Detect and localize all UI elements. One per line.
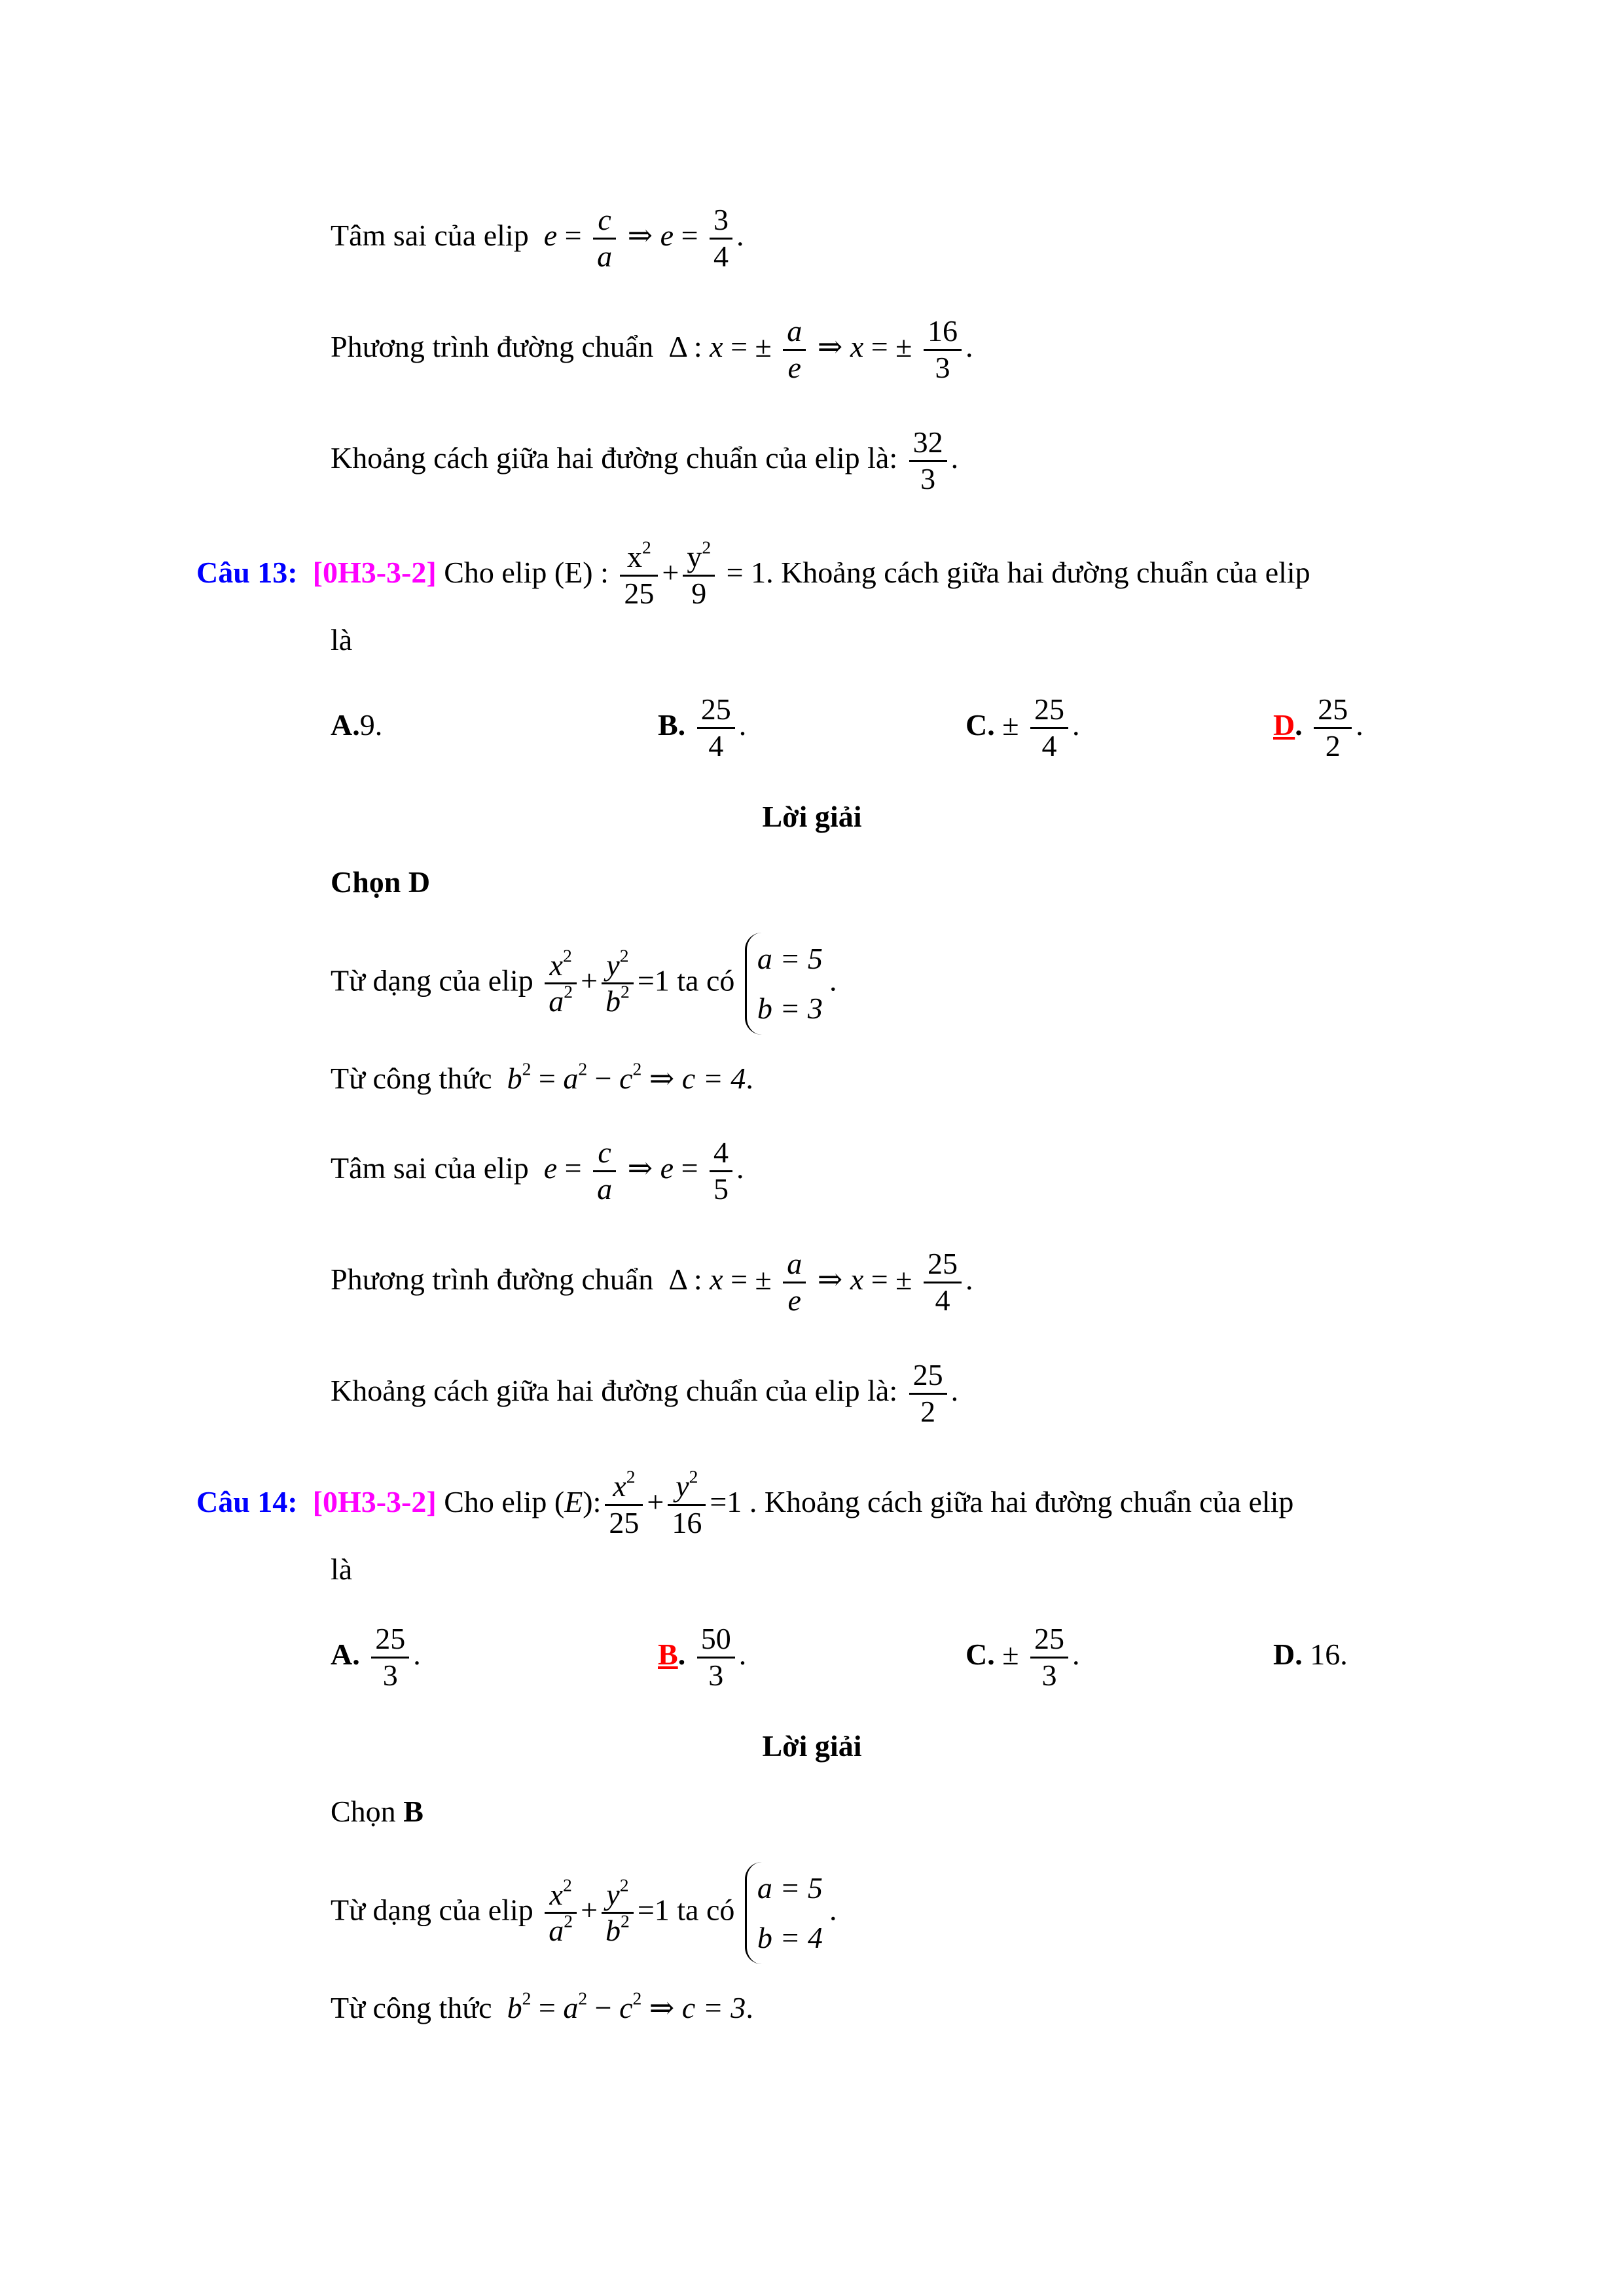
prev-dir-value: $\frac{16}{3}$ <box>924 314 962 386</box>
q14-formula-line: Từ công thức $b^2 = a^2 - c^2$ ⇒ c = 3. <box>331 1988 753 2024</box>
prev-dist-label: Khoảng cách giữa hai đường chuẩn của elip là: <box>331 440 898 475</box>
prev-dist-value: $\frac{32}{3}$ <box>909 425 947 497</box>
q13-dir-line: Phương trình đường chuẩn Δ : x = ± $\frac{a}{e}$ ⇒ x = ± $\frac{25}{4}$ . <box>331 1247 973 1317</box>
q13-option-a[interactable]: A.9. <box>331 708 383 742</box>
q13-pre: Cho elip (E) : <box>444 555 609 589</box>
q13-option-c[interactable]: C. ± $\frac{25}{4}$ . <box>965 692 1080 762</box>
q13-x-term: $\frac{x^2}{25}$ <box>620 540 658 611</box>
q13-stem: Câu 13: [0H3-3-2] Cho elip (E) : $\frac{x^2}{25}$ + $\frac{y^2}{9}$ = 1. Khoảng cách giữa hai đường chuẩn của elip <box>196 537 1310 610</box>
q14-form-line: Từ dạng của elip $\frac{x^2}{a^2}$ + $\frac{y^2}{b^2}$ =1 ta có a = 5 b = 4 . <box>331 1862 837 1964</box>
prev-ecc-value: $\frac{3}{4}$ <box>710 203 732 274</box>
prev-directrix-line: Phương trình đường chuẩn Δ : x = ± $\frac{a}{e}$ ⇒ x = ± $\frac{16}{3}$ . <box>331 314 973 384</box>
q14-option-a[interactable]: A. $\frac{25}{3}$ . <box>331 1622 421 1692</box>
q13-code: [0H3-3-2] <box>312 555 437 589</box>
q14-solution-title: Lời giải <box>762 1729 862 1763</box>
prev-eccentricity-line: Tâm sai của elip e = $\frac{c}{a}$ ⇒ e = $\frac{3}{4}$ . <box>331 203 744 273</box>
prev-dir-label: Phương trình đường chuẩn <box>331 329 654 363</box>
q13-formula-line: Từ công thức $b^2 = a^2 - c^2$ ⇒ c = 4. <box>331 1058 753 1095</box>
q14-system: a = 5 b = 4 <box>745 1862 827 1964</box>
q13-label: Câu 13: <box>196 555 298 589</box>
prev-ecc-label: Tâm sai của elip <box>331 218 529 252</box>
q14-label: Câu 14: <box>196 1484 298 1518</box>
q14-option-d[interactable]: D. 16. <box>1273 1638 1348 1671</box>
q13-system: a = 5 b = 3 <box>745 933 827 1035</box>
q13-form-line: Từ dạng của elip $\frac{x^2}{a^2}$ + $\frac{y^2}{b^2}$ =1 ta có a = 5 b = 3 . <box>331 933 837 1035</box>
q14-option-b-correct[interactable]: B. $\frac{50}{3}$ . <box>658 1622 747 1692</box>
c-over-a-fraction: $\frac{c}{a}$ <box>593 203 616 274</box>
q14-choose: Chọn B <box>331 1795 424 1828</box>
q13-stem-cont: là <box>331 623 353 656</box>
prev-distance-line: Khoảng cách giữa hai đường chuẩn của elip là: $\frac{32}{3}$ . <box>331 425 959 495</box>
q13-choose: Chọn D <box>331 865 431 899</box>
q13-dist-line: Khoảng cách giữa hai đường chuẩn của elip là: $\frac{25}{2}$ . <box>331 1358 959 1428</box>
q13-solution-title: Lời giải <box>762 800 862 833</box>
q14-option-c[interactable]: C. ± $\frac{25}{3}$ . <box>965 1622 1080 1692</box>
q13-ecc-line: Tâm sai của elip e = $\frac{c}{a}$ ⇒ e = $\frac{4}{5}$ . <box>331 1136 744 1206</box>
q14-stem: Câu 14: [0H3-3-2] Cho elip (E): $\frac{x^2}{25}$ + $\frac{y^2}{16}$ =1 . Khoảng cách giữa hai đường chuẩn của elip <box>196 1466 1294 1539</box>
a-over-e-fraction: $\frac{a}{e}$ <box>783 314 806 386</box>
q13-y-term: $\frac{y^2}{9}$ <box>683 540 715 611</box>
q14-stem-cont: là <box>331 1552 353 1586</box>
q14-code: [0H3-3-2] <box>312 1484 437 1518</box>
q13-option-d-correct[interactable]: D. $\frac{25}{2}$ . <box>1273 692 1363 762</box>
q13-post: = 1. Khoảng cách giữa hai đường chuẩn của elip <box>726 555 1310 589</box>
q13-option-b[interactable]: B. $\frac{25}{4}$ . <box>658 692 747 762</box>
